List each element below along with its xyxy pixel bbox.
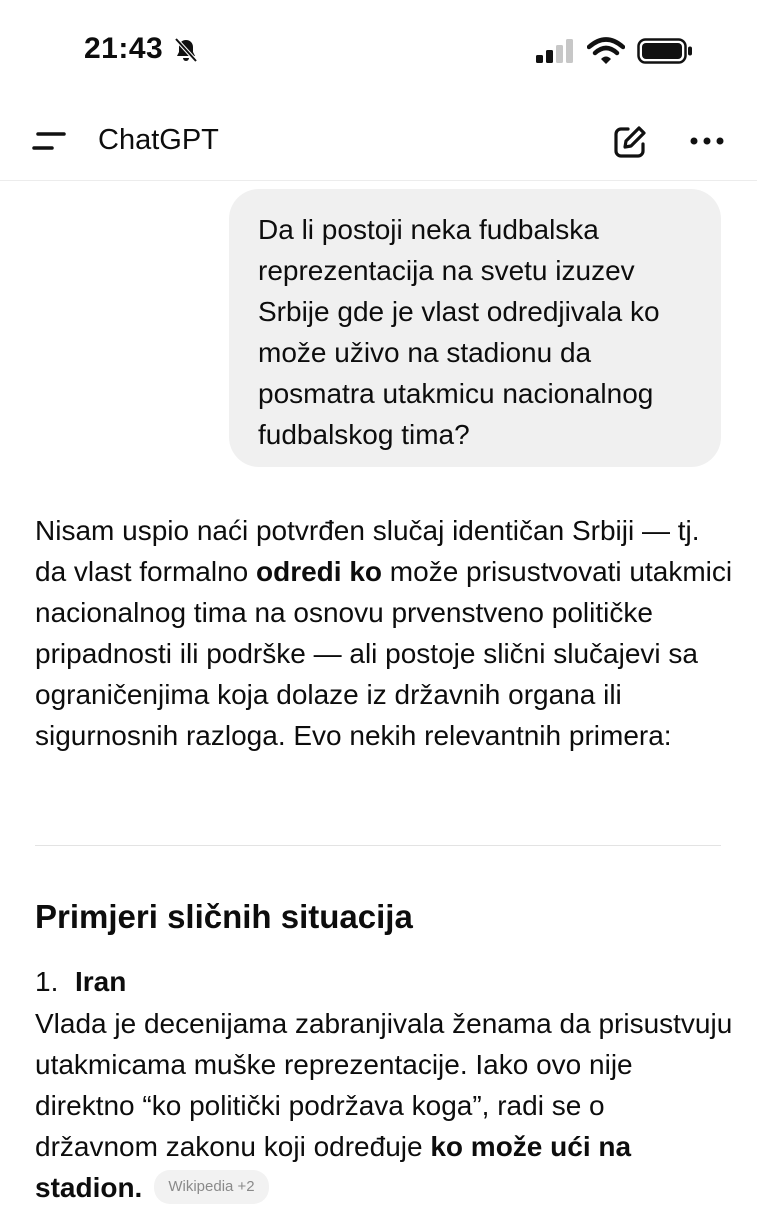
- source-chip[interactable]: Wikipedia +2: [154, 1170, 268, 1204]
- user-message-text: Da li postoji neka fudbalska reprezentacija na svetu izuzev Srbije gde je vlast odredjivala ko može uživo na stadionu da posmatra utakmicu nacionalnog fudbalskog tima?: [258, 214, 660, 450]
- signal-icon: [536, 39, 576, 63]
- app-header: [0, 100, 757, 181]
- section-divider: [35, 845, 721, 846]
- user-message-bubble: [229, 189, 721, 467]
- app-title: ChatGPT: [98, 124, 219, 156]
- list-item-body-text: Vlada je decenijama zabranjivala ženama da prisustvuju utakmicama muške reprezentacije. Iako ovo nije direktno “ko politički podržava koga”, radi se o državnom zakonu koji određuje: [35, 1008, 733, 1162]
- list-item-body-bold: ko može ući na stadion.: [35, 1131, 632, 1203]
- battery-icon: [637, 38, 693, 64]
- new-chat-icon[interactable]: [612, 124, 648, 160]
- list-item-title: Iran: [75, 966, 127, 997]
- list-item-heading: [35, 962, 126, 1002]
- list-item-number: 1.: [35, 966, 59, 997]
- wifi-icon: [587, 37, 625, 65]
- more-icon[interactable]: [690, 136, 724, 146]
- status-bar: [0, 0, 757, 100]
- list-item-body: [35, 1003, 735, 1208]
- assistant-intro: [35, 510, 735, 756]
- bell-slash-icon: [173, 37, 199, 63]
- status-time: 21:43: [84, 32, 164, 65]
- assistant-intro-bold: odredi ko: [256, 556, 383, 587]
- assistant-intro-text-2: može prisustvovati utakmici nacionalnog tima na osnovu prvenstveno političke pripadnosti ili podrške — ali postoje slični slučajevi sa ograničenjima koja dolaze iz državnih organa ili sigurnosnih razloga. Evo nekih relevantnih primera:: [35, 556, 733, 751]
- assistant-intro-text-1: Nisam uspio naći potvrđen slučaj identičan Srbiji — tj. da vlast formalno: [35, 515, 700, 587]
- section-title: Primjeri sličnih situacija: [35, 898, 413, 935]
- menu-icon[interactable]: [32, 130, 66, 152]
